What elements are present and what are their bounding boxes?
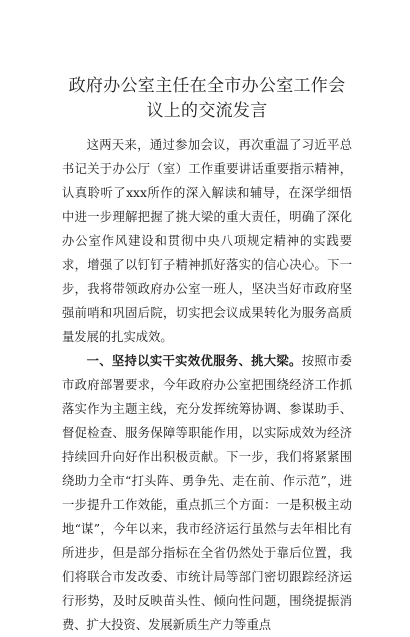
section-1-text: 按照市委市政府部署要求，今年政府办公室把围绕经济工作抓落实作为主题主线，充分发挥统筹协调、参谋助手、督促检查、服务保障等职能作用，以实际成效为经济持续回升向好作出积极贡献。下一步，我们将紧紧围绕助力全市“打头阵、勇争先、走在前、作示范”，进一步提升工作效能，重点抓三个方面：一是积极主动地“谋”，今年以来，我市经济运行虽然与去年相比有所进步，但是部分指标在全省仍然处于靠后位置，我们将联合市发改委、市统计局等部门密切跟踪经济运行形势，及时反映苗头性、倾向性问题，围绕提振消费、扩大投资、发展新质生产力等重点 (62, 354, 352, 632)
section-1-paragraph (62, 349, 352, 637)
intro-paragraph: 这两天来，通过参加会议，再次重温了习近平总书记关于办公厅（室）工作重要讲话重要指示精神，认真聆听了xxx所作的深入解读和辅导，在深学细悟中进一步理解把握了挑大梁的重大责任，明确了深化办公室作风建设和贯彻中央八项规定精神的实践要求，增强了以钉钉子精神抓好落实的信心决心。下一步，我将带领政府办公室一班人，坚决当好市政府坚强前哨和巩固后院，切实把会议成果转化为服务高质量发展的扎实成效。 (62, 138, 352, 344)
document-body (62, 133, 352, 637)
document-title: 政府办公室主任在全市办公室工作会议上的交流发言 (68, 76, 346, 121)
document-page (62, 74, 352, 637)
section-1-heading: 一、坚持以实干实效优服务、挑大梁。 (86, 353, 302, 368)
